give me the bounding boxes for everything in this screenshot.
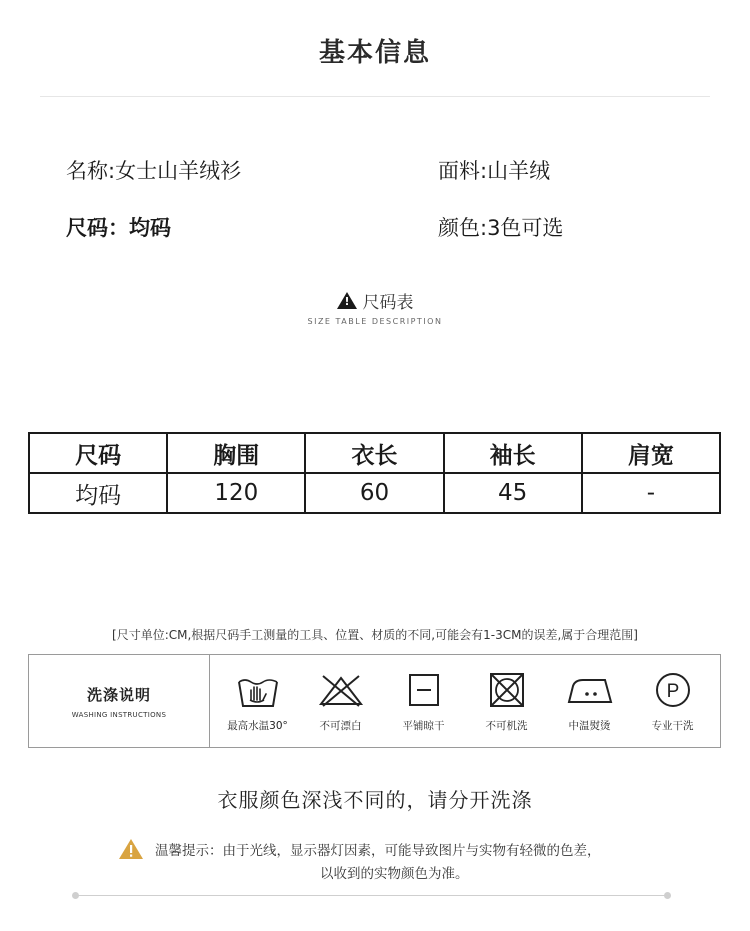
- wash-item: [470, 670, 544, 733]
- flat-dry-icon: [399, 670, 449, 710]
- divider-dot: [72, 892, 79, 899]
- table-cell: 45: [444, 473, 582, 513]
- wash-item: [636, 670, 710, 733]
- wash-item-label: 平铺晾干: [402, 719, 445, 732]
- bottom-divider: [76, 895, 670, 896]
- caution-icon: [118, 838, 144, 860]
- size-table-header-row: [29, 433, 720, 473]
- wash-item: [553, 670, 627, 733]
- header-cell: 袖长: [444, 433, 582, 473]
- title-divider: [40, 96, 710, 97]
- header-cell: 胸围: [167, 433, 305, 473]
- dry-clean-icon: [648, 670, 698, 710]
- table-cell: -: [582, 473, 720, 513]
- table-row: [29, 473, 720, 513]
- wash-item: [304, 670, 378, 733]
- header-cell: 肩宽: [582, 433, 720, 473]
- header-cell: 尺码: [29, 433, 167, 473]
- wash-item-label: 不可漂白: [319, 719, 362, 732]
- size-table-subtitle: SIZE TABLE DESCRIPTION: [307, 317, 443, 326]
- page-title: 基本信息: [318, 38, 431, 68]
- no-machine-wash-icon: [482, 670, 532, 710]
- wash-item: [221, 670, 295, 733]
- washing-instructions: [28, 654, 721, 748]
- color-wash-note: 衣服颜色深浅不同的，请分开洗涤: [217, 788, 533, 812]
- tip-line-1: 温馨提示：由于光线，显示器灯因素，可能导致图片与实物有轻微的色差，: [155, 843, 601, 859]
- table-cell: 60: [305, 473, 443, 513]
- no-bleach-icon: [316, 670, 366, 710]
- washing-subtitle: WASHING INSTRUCTIONS: [71, 710, 167, 719]
- washing-label: [29, 655, 210, 747]
- size-table: [28, 432, 721, 514]
- washing-title: 洗涤说明: [86, 685, 151, 704]
- wash-item-label: 中温熨烫: [568, 719, 611, 732]
- table-cell: 120: [167, 473, 305, 513]
- medium-iron-icon: [565, 670, 615, 710]
- dry-clean-symbol: P: [666, 680, 679, 702]
- product-name: 名称:女士山羊绒衫: [66, 159, 242, 183]
- tip-line-2: 以收到的实物颜色为准。: [320, 866, 469, 882]
- product-color: 颜色:3色可选: [438, 216, 564, 240]
- wash-item-label: 最高水温30°: [227, 719, 288, 732]
- wash-item-label: 不可机洗: [485, 719, 528, 732]
- size-table-title: 尺码表: [362, 293, 414, 313]
- product-size: 尺码：均码: [66, 216, 171, 240]
- washing-symbols: [210, 655, 720, 747]
- measurement-note: [尺寸单位:CM,根据尺码手工测量的工具、位置、材质的不同,可能会有1-3CM的误差,属于合理范围]: [112, 628, 638, 642]
- product-fabric: 面料:山羊绒: [438, 159, 551, 183]
- hand-wash-icon: [233, 670, 283, 710]
- header-cell: 衣长: [305, 433, 443, 473]
- table-cell: 均码: [29, 473, 167, 513]
- divider-dot: [664, 892, 671, 899]
- wash-item-label: 专业干洗: [651, 719, 694, 732]
- size-table-heading: [0, 288, 750, 326]
- wash-item: [387, 670, 461, 733]
- warning-icon: [337, 292, 357, 309]
